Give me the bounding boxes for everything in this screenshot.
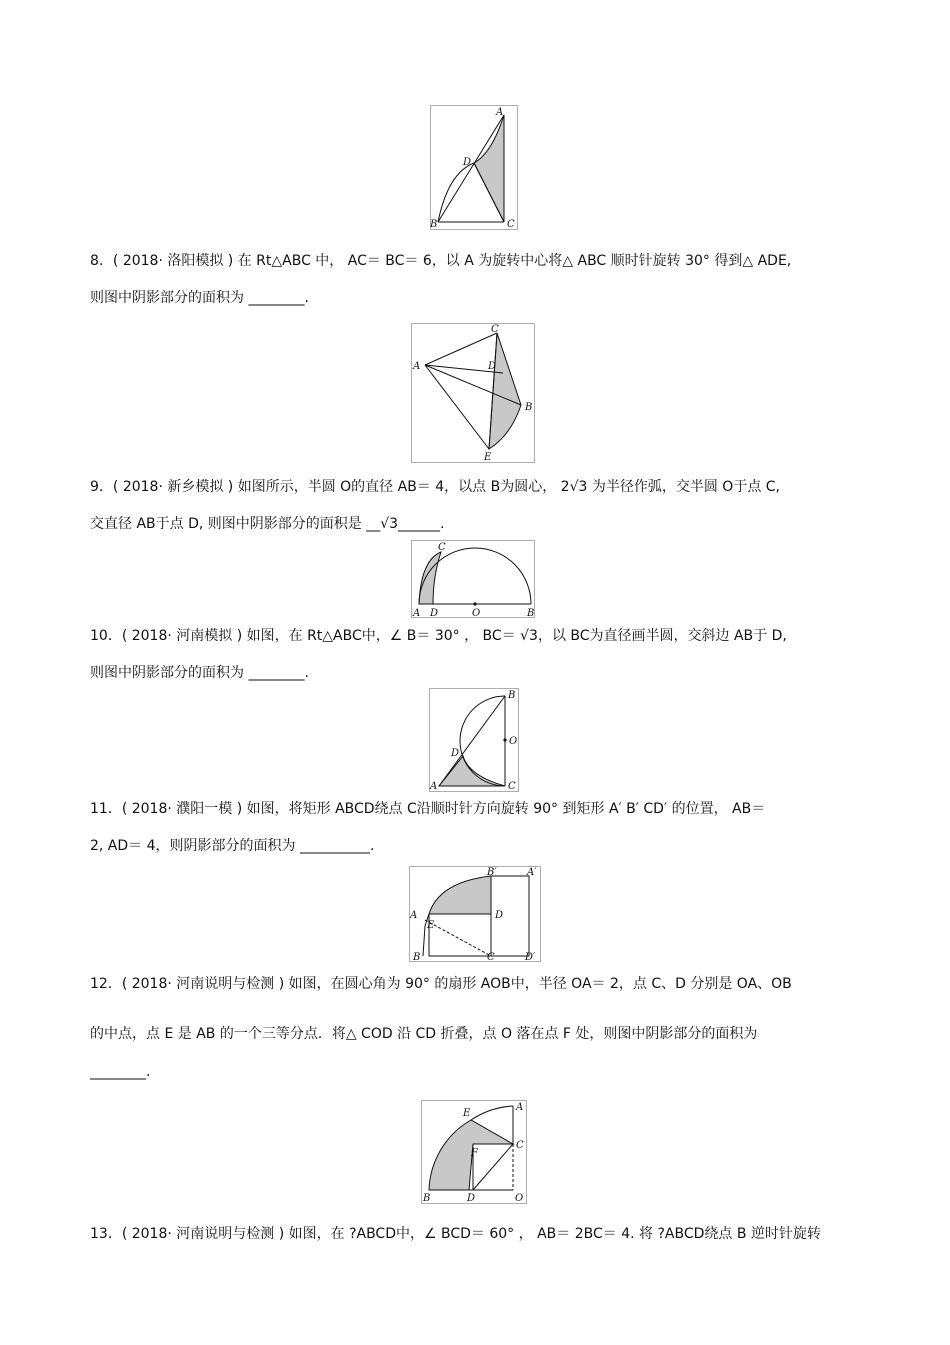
problem-9-line-2: 交直径 AB于点 D, 则图中阴影部分的面积是 __√3______.: [90, 516, 445, 532]
problem-12-line-3: ________.: [90, 1064, 151, 1080]
fig9-label-b: B: [527, 608, 535, 618]
figure-7: [430, 105, 518, 230]
fig12-label-c: C: [516, 1140, 524, 1151]
problem-11-line-2: 2, AD＝ 4，则阴影部分的面积为 __________.: [90, 838, 375, 854]
fig10-label-b: B: [508, 690, 516, 701]
fig12-label-b: B: [423, 1193, 431, 1204]
figure-8: [411, 323, 535, 463]
problem-12-line-2: 的中点，点 E 是 AB 的一个三等分点．将△ COD 沿 CD 折叠，点 O 落在点 F 处，则图中阴影部分的面积为: [90, 1026, 758, 1042]
figure-12: [421, 1100, 527, 1204]
fig7-label-a: A: [496, 107, 504, 118]
fig10-label-a: A: [430, 781, 438, 792]
fig9-label-a: A: [413, 608, 421, 618]
problem-10-line-1: 10．( 2018· 河南模拟 ) 如图，在 Rt△ABC中，∠ B＝ 30° ， BC＝ √3，以 BC为直径画半圆，交斜边 AB于 D,: [90, 628, 787, 644]
problem-8-line-2: 则图中阴影部分的面积为 ________.: [90, 290, 309, 306]
fig11-label-c: C: [487, 952, 495, 962]
fig11-label-d-prime: D′: [525, 952, 536, 962]
fig11-label-e: E: [427, 920, 435, 931]
fig12-label-a: A: [516, 1102, 524, 1113]
fig9-label-d: D: [430, 608, 439, 618]
fig8-label-c: C: [491, 324, 499, 335]
fig12-label-f: F: [471, 1148, 478, 1159]
fig7-label-d: D: [463, 157, 472, 168]
figure-10: [429, 688, 519, 792]
fig8-label-e: E: [484, 452, 492, 463]
fig9-label-o: O: [472, 608, 481, 618]
fig11-label-a: A: [410, 910, 418, 921]
fig7-label-c: C: [507, 219, 515, 230]
fig10-label-o: O: [509, 736, 518, 747]
fig12-label-e: E: [463, 1108, 471, 1119]
fig7-label-b: B: [430, 219, 438, 230]
fig10-label-d: D: [451, 748, 460, 759]
fig9-label-c: C: [438, 542, 446, 553]
problem-10-line-2: 则图中阴影部分的面积为 ________.: [90, 665, 309, 681]
fig12-label-d: D: [467, 1193, 476, 1204]
problem-8-line-1: 8．( 2018· 洛阳模拟 ) 在 Rt△ABC 中， AC＝ BC＝ 6，以 A 为旋转中心将△ ABC 顺时针旋转 30° 得到△ ADE,: [90, 253, 792, 269]
fig11-label-b: B: [413, 952, 421, 962]
fig8-label-b: B: [525, 402, 533, 413]
problem-11-line-1: 11．( 2018· 濮阳一模 ) 如图，将矩形 ABCD绕点 C沿顺时针方向旋转 90° 到矩形 A′ B′ CD′ 的位置， AB＝: [90, 801, 766, 817]
fig11-label-d: D: [495, 910, 504, 921]
fig10-label-c: C: [508, 781, 516, 792]
fig11-label-b-prime: B′: [487, 867, 497, 878]
fig8-label-a: A: [413, 361, 421, 372]
fig8-label-d: D: [488, 361, 497, 372]
problem-9-line-1: 9．( 2018· 新乡模拟 ) 如图所示，半圆 O的直径 AB＝ 4，以点 B为圆心， 2√3 为半径作弧，交半圆 O于点 C,: [90, 479, 781, 495]
fig12-label-o: O: [515, 1193, 524, 1204]
problem-12-line-1: 12．( 2018· 河南说明与检测 ) 如图，在圆心角为 90° 的扇形 AOB中，半径 OA＝ 2，点 C、D 分别是 OA、OB: [90, 976, 792, 992]
figure-11: [409, 866, 541, 962]
figure-9: [411, 540, 535, 618]
problem-13-line-1: 13．( 2018· 河南说明与检测 ) 如图，在 ?ABCD中，∠ BCD＝ 60° ， AB＝ 2BC＝ 4. 将 ?ABCD绕点 B 逆时针旋转: [90, 1226, 821, 1242]
fig11-label-a-prime: A′: [527, 867, 537, 878]
